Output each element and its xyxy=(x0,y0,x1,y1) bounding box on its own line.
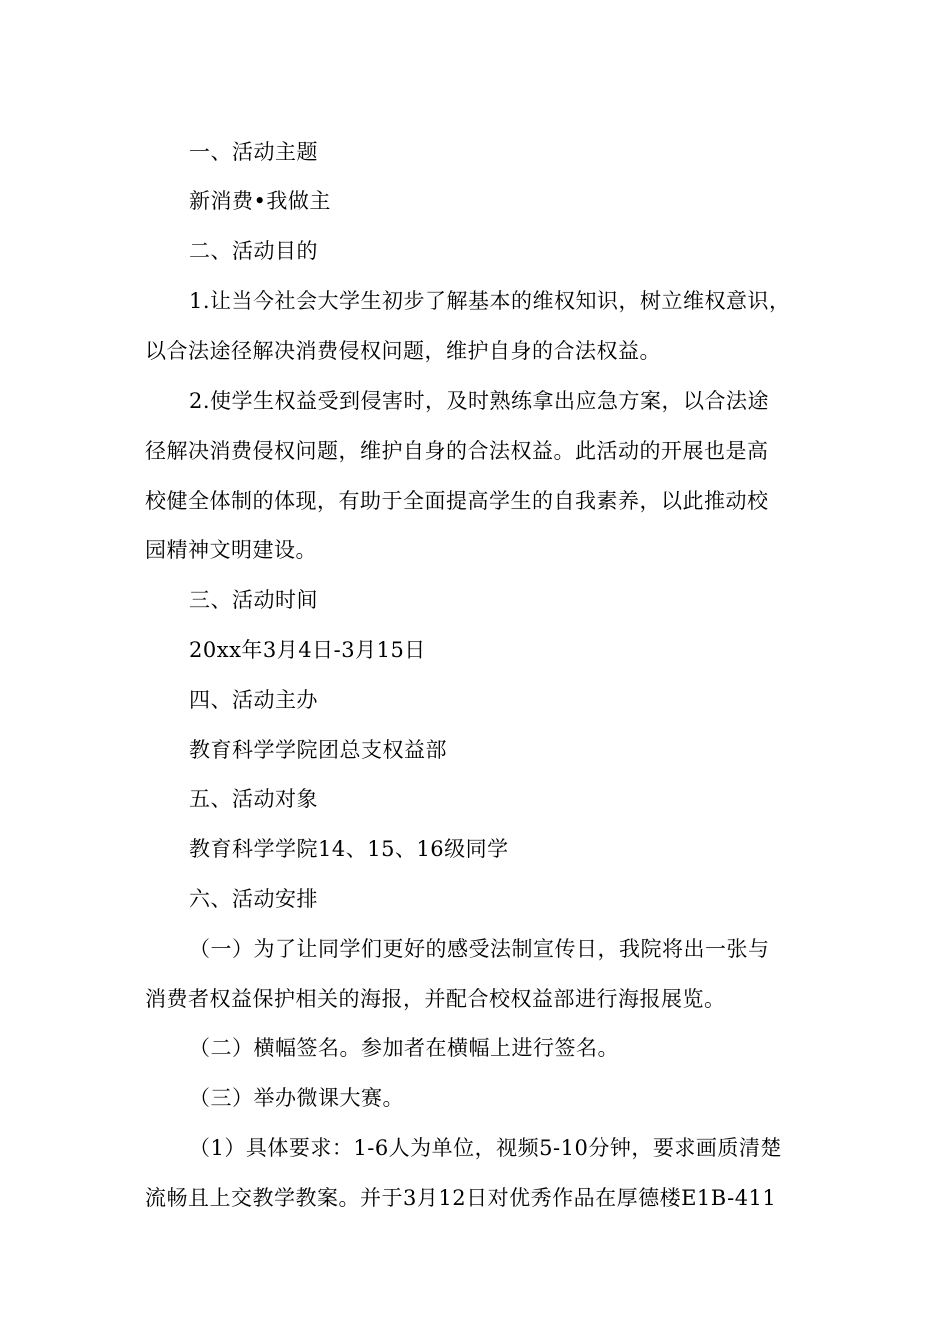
purpose-2-line-2: 径解决消费侵权问题，维护自身的合法权益。此活动的开展也是高 xyxy=(145,439,769,463)
heading-activity-theme: 一、活动主题 xyxy=(189,140,318,164)
organizer-text: 教育科学学院团总支权益部 xyxy=(189,738,447,762)
heading-activity-purpose: 二、活动目的 xyxy=(189,239,318,263)
arrangement-2-text: （二）横幅签名。参加者在横幅上进行签名。 xyxy=(189,1036,619,1060)
requirement-line-1: （1）具体要求：1-6人为单位，视频5-10分钟，要求画质清楚 xyxy=(189,1136,782,1160)
purpose-1-line-1: 1.让当今社会大学生初步了解基本的维权知识，树立维权意识， xyxy=(189,289,791,313)
heading-activity-audience: 五、活动对象 xyxy=(189,787,318,811)
arrangement-3-text: （三）举办微课大赛。 xyxy=(189,1086,404,1110)
heading-activity-organizer: 四、活动主办 xyxy=(189,688,318,712)
purpose-1-line-2: 以合法途径解决消费侵权问题，维护自身的合法权益。 xyxy=(145,339,661,363)
audience-text: 教育科学学院14、15、16级同学 xyxy=(189,837,509,861)
theme-text: 新消费•我做主 xyxy=(189,189,331,213)
purpose-2-line-3: 校健全体制的体现，有助于全面提高学生的自我素养，以此推动校 xyxy=(145,489,769,513)
arrangement-1-line-1: （一）为了让同学们更好的感受法制宣传日，我院将出一张与 xyxy=(189,937,770,961)
purpose-2-line-1: 2.使学生权益受到侵害时，及时熟练拿出应急方案，以合法途 xyxy=(189,389,770,413)
heading-activity-arrangement: 六、活动安排 xyxy=(189,887,318,911)
arrangement-1-line-2: 消费者权益保护相关的海报，并配合校权益部进行海报展览。 xyxy=(145,987,726,1011)
purpose-2-line-4: 园精神文明建设。 xyxy=(145,538,317,562)
requirement-line-2: 流畅且上交教学教案。并于3月12日对优秀作品在厚德楼E1B-411 xyxy=(145,1186,777,1210)
heading-activity-time: 三、活动时间 xyxy=(189,588,318,612)
activity-time-text: 20xx年3月4日-3月15日 xyxy=(189,638,426,662)
